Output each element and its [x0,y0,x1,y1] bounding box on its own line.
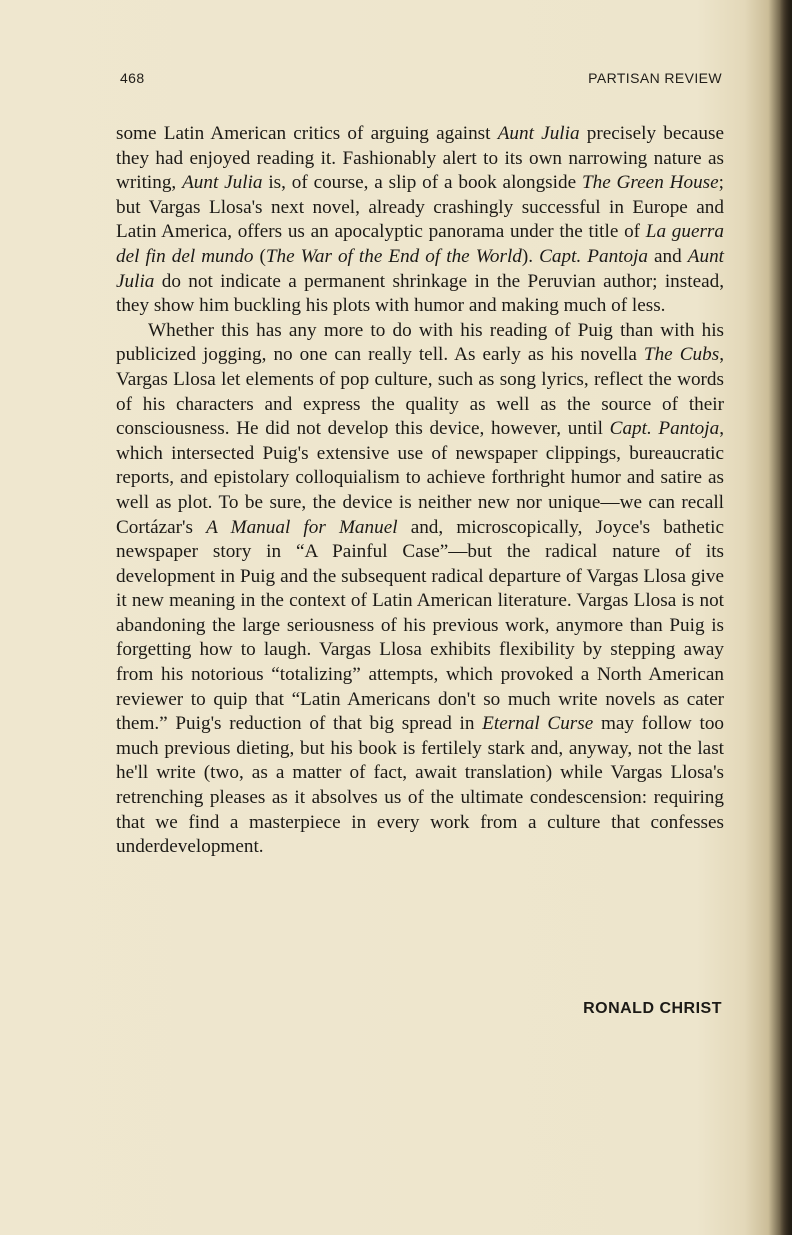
author-signature: RONALD CHRIST [583,1000,722,1017]
page-header [120,70,722,90]
italic-title: Capt. Pantoja [609,418,720,440]
body-text [116,122,724,860]
running-head: PARTISAN REVIEW [588,70,722,86]
italic-title: Aunt Julia [116,245,725,292]
italic-title: Capt. Pantoja [539,245,649,267]
italic-title: The Green House [581,172,719,194]
italic-title: Eternal Curse [482,713,594,735]
text-run: ). [521,245,540,267]
text-run: some Latin American critics of arguing against [116,123,498,144]
paragraph-1 [116,122,724,319]
italic-title: The War of the End of the World [265,245,522,267]
italic-title: Aunt Julia [497,123,580,144]
text-run: , which intersected Puig's extensive use of newspaper clippings, bureaucratic reports, and epistolary colloquialism to achieve forthright humor and satire as well as plot. To be sure, the device is neither new nor unique—we can recall Cortázar's [116,418,724,538]
page-number: 468 [120,70,145,86]
text-run: Whether this has any more to do with his reading of Puig than with his publicized jogging, no one can really tell. As early as his novella [116,319,724,366]
text-run: may follow too much previous dieting, but his book is fertilely stark and, anyway, not the last he'll write (two, as a matter of fact, await translation) while Vargas Llosa's retrenching pleases as it absolves us of the ultimate condescension: requiring that we find a masterpiece in every work from a culture that confesses underdevelopment. [116,713,725,858]
text-run: ( [253,245,266,267]
text-run: and, microscopically, Joyce's bathetic newspaper story in “A Painful Case”—but the radical nature of its development in Puig and the subsequent radical departure of Vargas Llosa give it new meaning in the context of Latin American literature. Vargas Llosa is not abandoning the large seriousness of his previous work, anymore than Puig is forgetting how to laugh. Vargas Llosa exhibits flexibility by stepping away from his notorious “totalizing” attempts, which provoked a North American reviewer to quip that “Latin Americans don't so much write novels as cater them.” Puig's reduction of that big spread in [116,516,724,735]
text-run: do not indicate a permanent shrinkage in the Peruvian author; instead, they show him buckling his plots with humor and making much of less. [116,270,724,317]
text-run: , Vargas Llosa let elements of pop culture, such as song lyrics, reflect the words of his characters and express the quality as well as the source of their consciousness. He did not develop this device, however, until [116,344,725,440]
paragraph-2 [116,319,724,860]
italic-title: Aunt Julia [182,172,263,194]
italic-title: La guerra del fin del mundo [116,221,724,267]
text-run: ; but Vargas Llosa's next novel, already crashingly successful in Europe and Latin America, offers us an apocalyptic panorama under the title of [116,172,724,243]
text-run: precisely because they had enjoyed reading it. Fashionably alert to its own narrowing nature as writing, [116,123,724,194]
italic-title: The Cubs [643,344,720,366]
text-run: is, of course, a slip of a book alongside [262,172,582,194]
page-edge-shadow [780,0,792,1235]
italic-title: A Manual for Manuel [206,516,398,538]
text-run: and [648,245,688,267]
